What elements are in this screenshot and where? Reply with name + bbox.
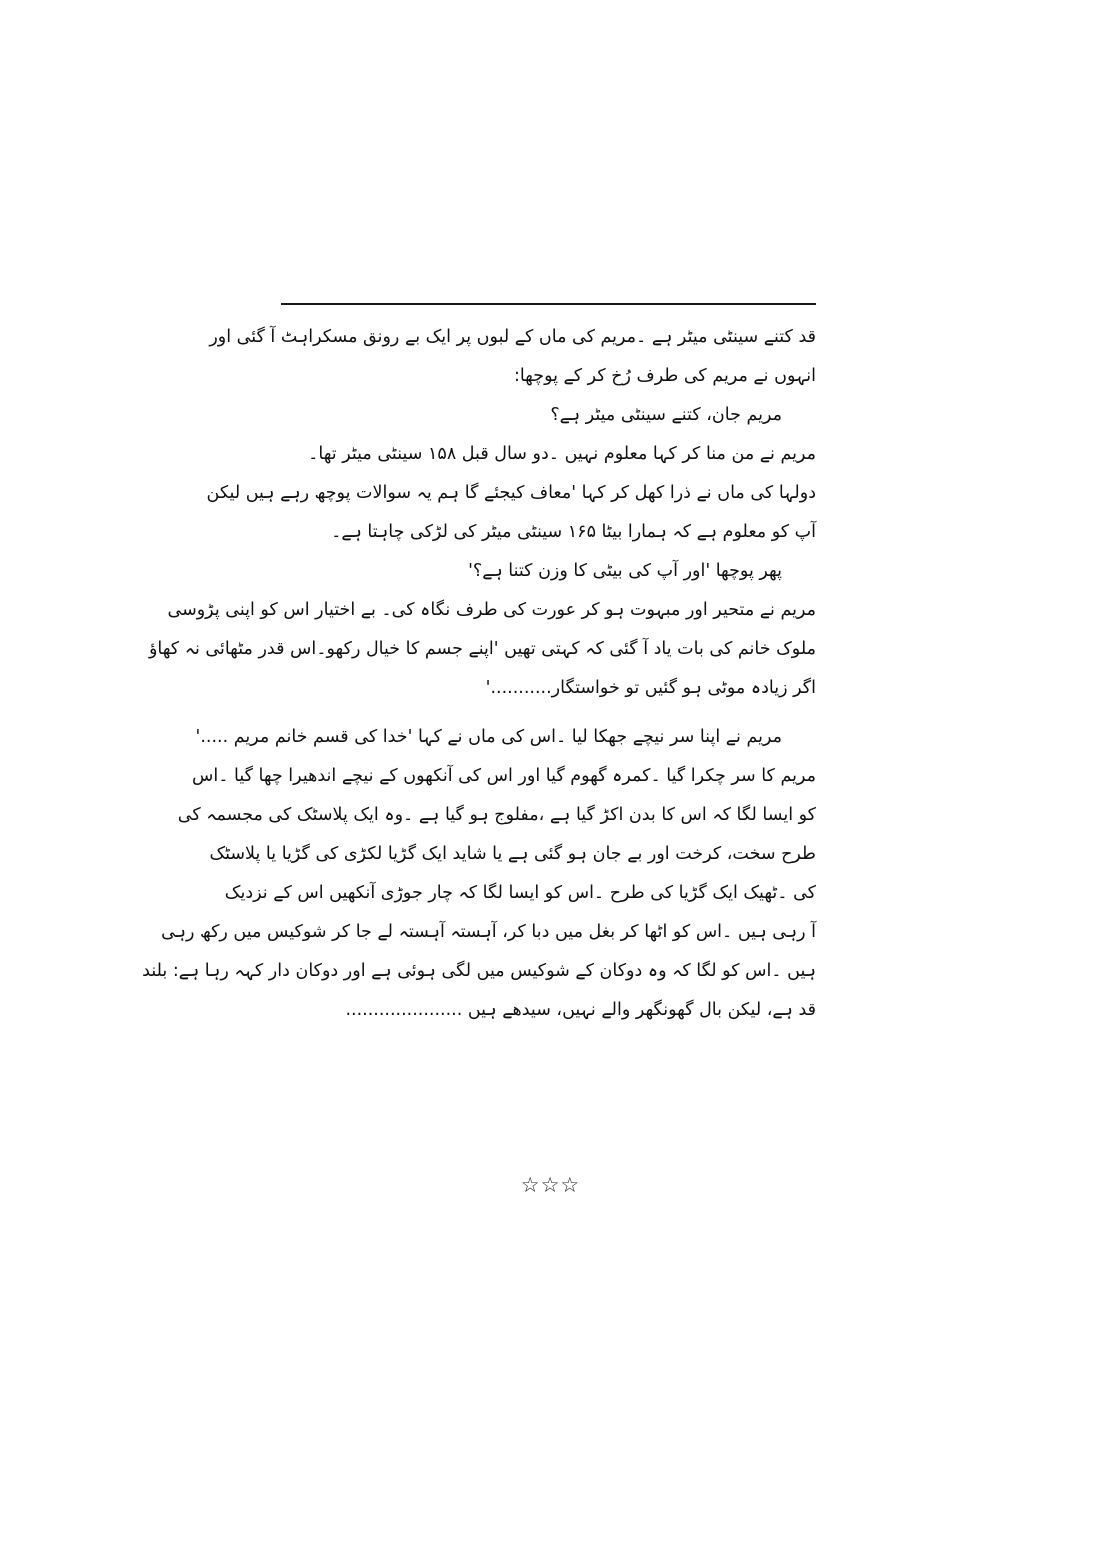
text-line: مریم نے اپنا سر نیچے جھکا لیا ۔اس کی ماں نے کہا 'خدا کی قسم خانم مریم .....' xyxy=(195,727,782,747)
text-line: آ رہی ہیں ۔اس کو اٹھا کر بغل میں دبا کر، آہستہ آہستہ لے جا کر شوکیس میں رکھ رہی xyxy=(161,922,816,942)
text-line: مریم نے من منا کر کہا معلوم نہیں ۔دو سال قبل ۱۵۸ سینٹی میٹر تھا۔ xyxy=(308,444,816,464)
text-line: مریم جان، کتنے سینٹی میٹر ہے؟ xyxy=(550,405,782,425)
text-line: ملوک خانم کی بات یاد آ گئی کہ کہتی تھیں 'اپنے جسم کا خیال رکھو۔اس قدر مٹھائی نہ کھاؤ xyxy=(148,639,816,659)
text-line: اگر زیادہ موٹی ہو گئیں تو خواستگار...........' xyxy=(485,678,816,698)
text-line: آپ کو معلوم ہے کہ ہمارا بیٹا ۱۶۵ سینٹی میٹر کی لڑکی چاہتا ہے۔ xyxy=(331,522,816,542)
text-line: قد ہے، لیکن بال گھونگھر والے نہیں، سیدھے ہیں ..................... xyxy=(345,1000,816,1020)
text-line: مریم نے متحیر اور مبہوت ہو کر عورت کی طرف نگاہ کی۔ بے اختیار اس کو اپنی پڑوسی xyxy=(167,600,816,620)
text-line: پھر پوچھا 'اور آپ کی بیٹی کا وزن کتنا ہے؟' xyxy=(468,561,782,581)
text-line: دولہا کی ماں نے ذرا کھل کر کہا 'معاف کیجئے گا ہم یہ سوالات پوچھ رہے ہیں لیکن xyxy=(206,483,816,503)
section-break-stars: ☆☆☆ xyxy=(520,1173,581,1197)
header-rule xyxy=(281,303,816,305)
text-line: قد کتنے سینٹی میٹر ہے ۔مریم کی ماں کے لبوں پر ایک بے رونق مسکراہٹ آ گئی اور xyxy=(209,327,816,347)
body-text xyxy=(142,318,816,1030)
text-line: کی ۔ٹھیک ایک گڑیا کی طرح ۔اس کو ایسا لگا کہ چار جوڑی آنکھیں اس کے نزدیک xyxy=(224,883,816,903)
text-line: ہیں ۔اس کو لگا کہ وہ دوکان کے شوکیس میں لگی ہوئی ہے اور دوکان دار کہہ رہا ہے: بلند xyxy=(142,961,816,981)
text-line: طرح سخت، کرخت اور بے جان ہو گئی ہے یا شاید ایک گڑیا لکڑی کی گڑیا یا پلاسٹک xyxy=(209,844,816,864)
text-line: مریم کا سر چکرا گیا ۔کمرہ گھوم گیا اور اس کی آنکھوں کے نیچے اندھیرا چھا گیا ۔اس xyxy=(191,766,816,786)
text-line: کو ایسا لگا کہ اس کا بدن اکڑ گیا ہے ،مفلوج ہو گیا ہے ۔وہ ایک پلاسٹک کی مجسمہ کی xyxy=(177,805,816,825)
text-line: انہوں نے مریم کی طرف رُخ کر کے پوچھا: xyxy=(513,366,816,386)
